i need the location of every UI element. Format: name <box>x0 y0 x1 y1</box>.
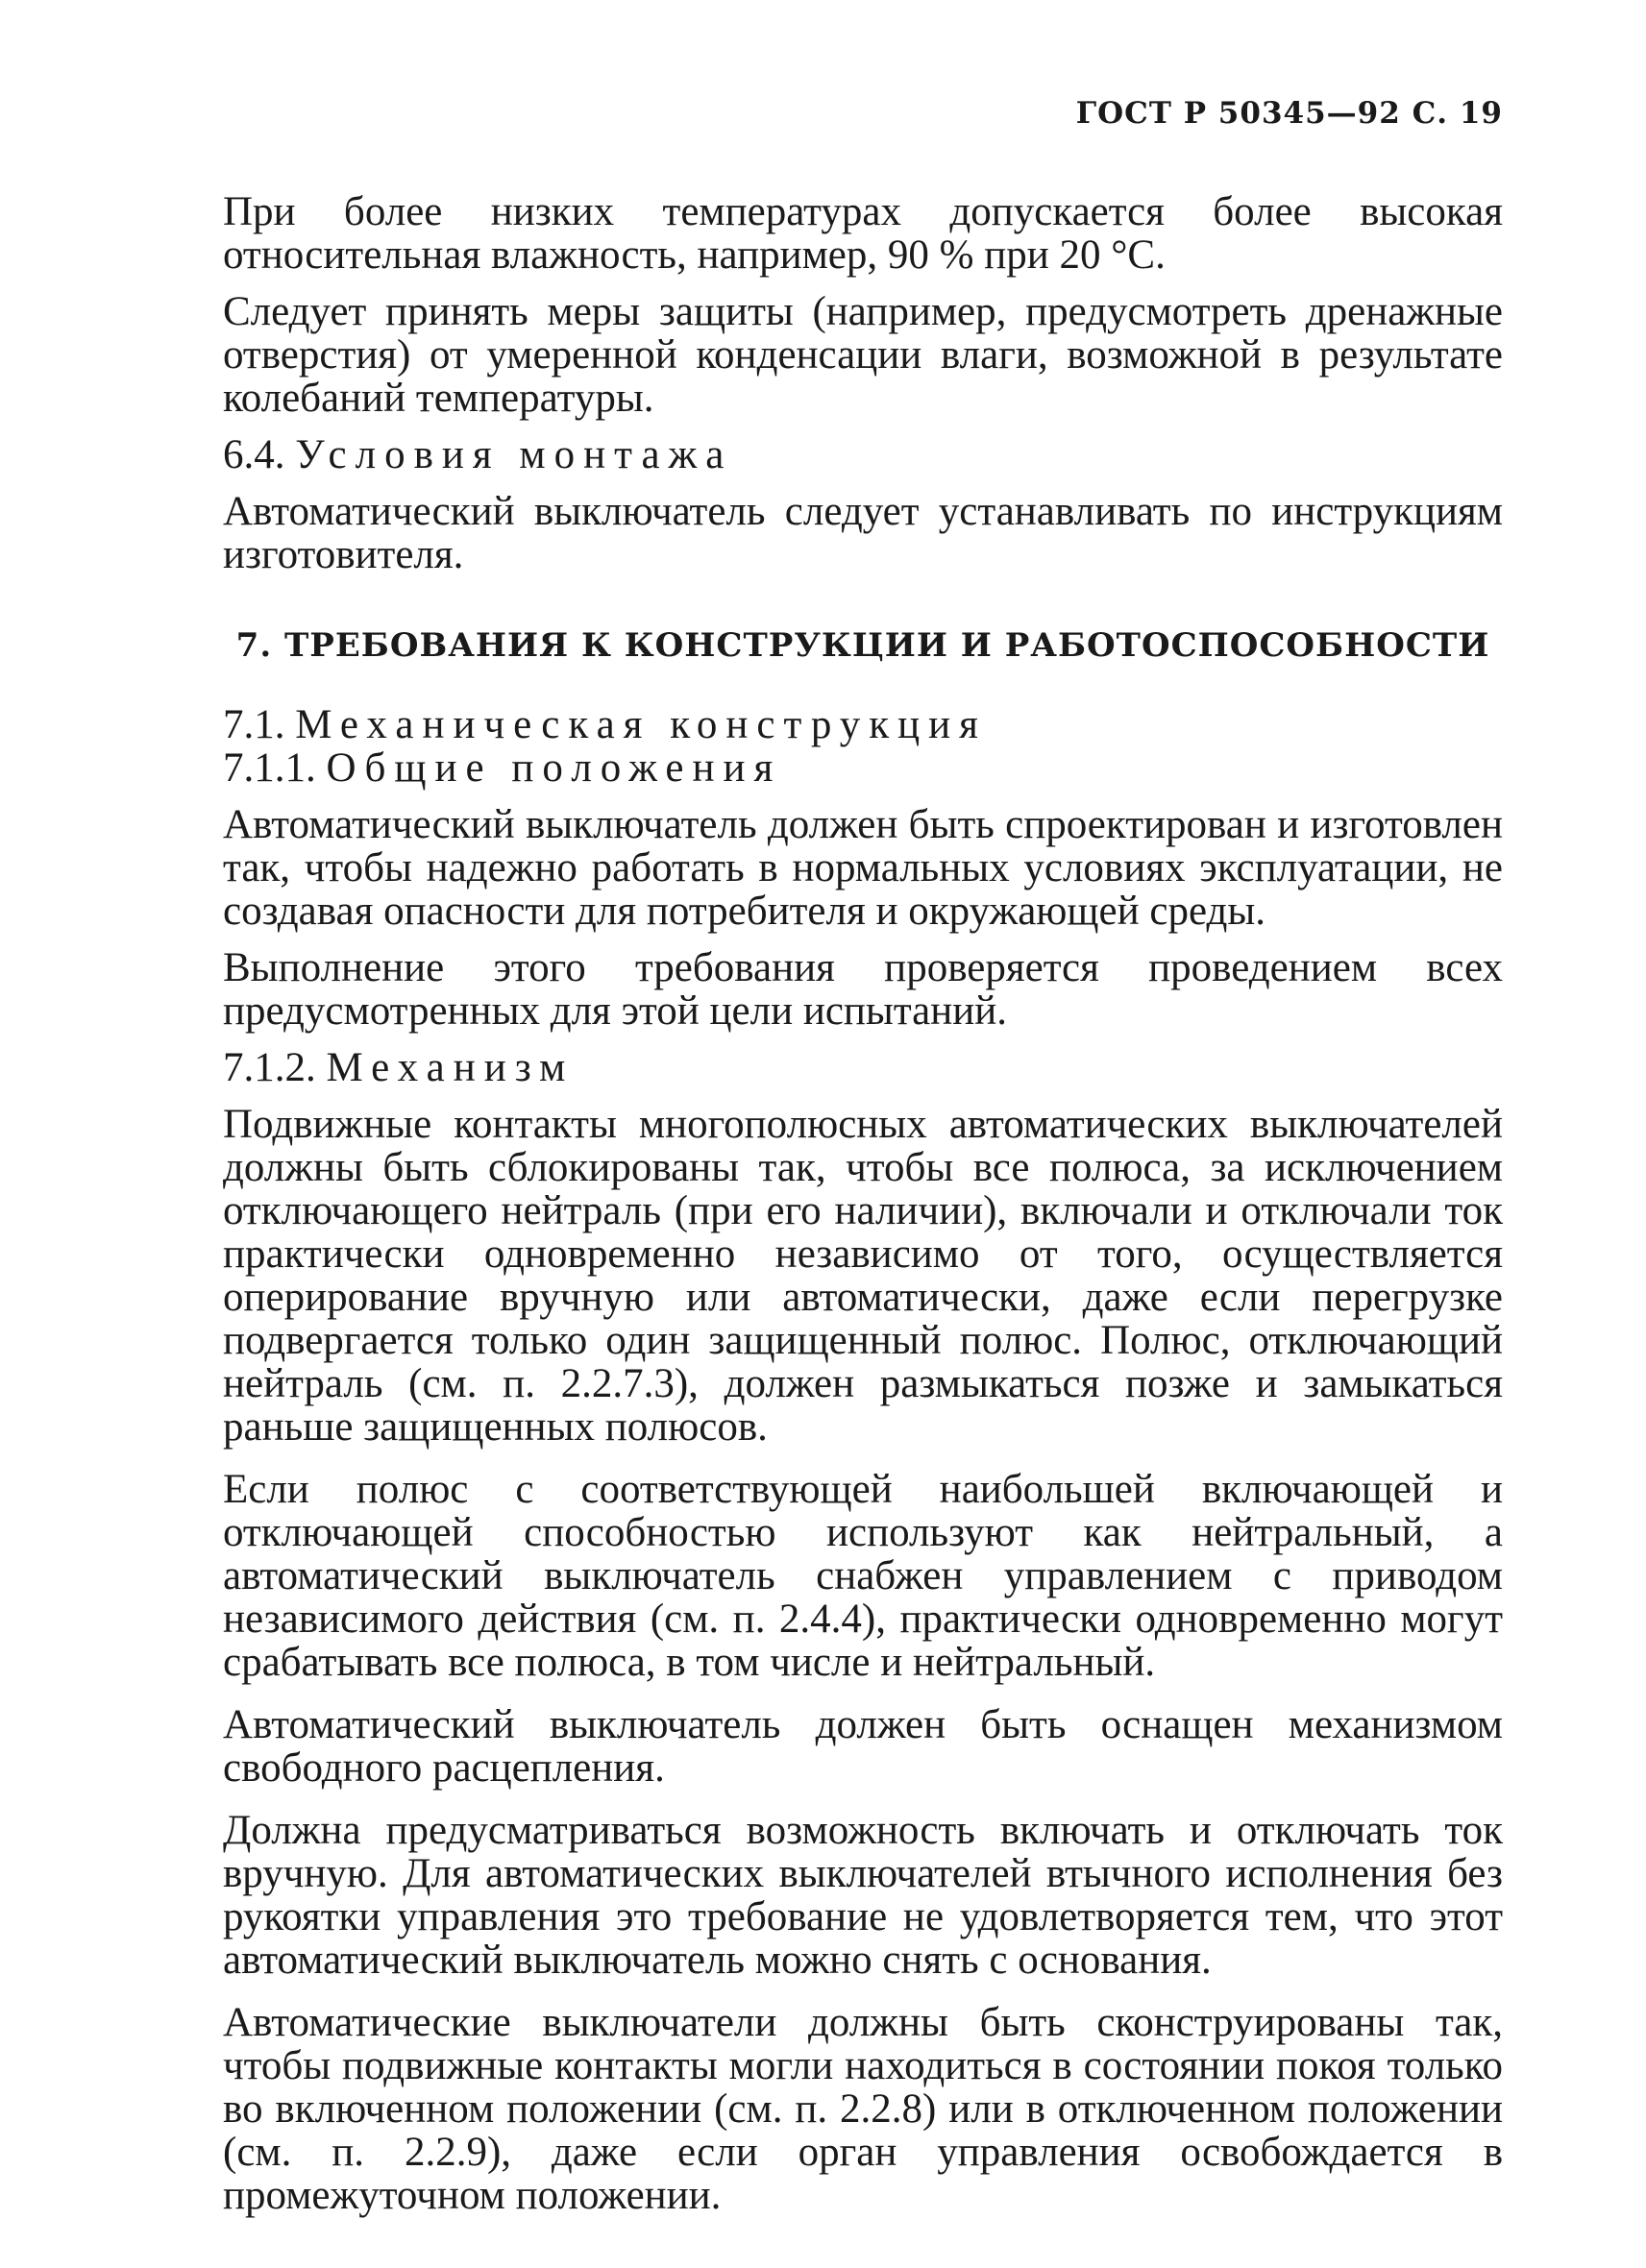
paragraph: Должна предусматриваться возможность включать и отключать ток вручную. Для автоматических выключателей втычного исполнения без рукоятки управления это требование не удовлетворяется тем, что этот автоматический выключатель можно снять с основания. <box>223 1808 1503 1983</box>
section-heading: 7. ТРЕБОВАНИЯ К КОНСТРУКЦИИ И РАБОТОСПОСОБНОСТИ <box>235 626 1490 665</box>
clause-title: Общие положения <box>326 745 782 791</box>
clause-title: Механическая конструкция <box>295 702 987 747</box>
paragraph: Если полюс с соответствующей наибольшей включающей и отключающей способностью используют как нейтральный, а автоматический выключатель снабжен управлением с приводом независимого действия (см. п. 2.4.4), практически одновременно могут срабатывать все полюса, в том числе и нейтральный. <box>223 1467 1503 1685</box>
paragraph: Подвижные контакты многополюсных автоматических выключателей должны быть сблокированы так, чтобы все полюса, за исключением отключающего нейтраль (при его наличии), включали и отключали ток практически одновременно независимо от того, осуществляется оперирование вручную или автоматически, даже если перегрузке подвергается только один защищенный полюс. Полюс, отключающий нейтраль (см. п. 2.2.7.3), должен размыкаться позже и замыкаться раньше защищенных полюсов. <box>223 1102 1503 1450</box>
clause-6-4-heading <box>223 433 1503 476</box>
paragraph: При более низких температурах допускается более высокая относительная влажность, например, 90 % при 20 °С. <box>223 189 1503 278</box>
paragraph: Автоматический выключатель должен быть оснащен механизмом свободного расцепления. <box>223 1702 1503 1791</box>
clause-number: 7.1.1. <box>223 745 316 791</box>
clause-7-1-1-heading <box>223 746 1503 790</box>
paragraph: Автоматические выключатели должны быть сконструированы так, чтобы подвижные контакты могли находиться в состоянии покоя только во включенном положении (см. п. 2.2.8) или в отключенном положении (см. п. 2.2.9), даже если орган управления освобождается в промежуточном положении. <box>223 2000 1503 2218</box>
running-header: ГОСТ Р 50345—92 С. 19 <box>1075 96 1503 131</box>
paragraph: Выполнение этого требования проверяется проведением всех предусмотренных для этой цели испытаний. <box>223 945 1503 1034</box>
clause-7-1-heading <box>223 703 1503 746</box>
paragraph: Следует принять меры защиты (например, предусмотреть дренажные отверстия) от умеренной конденсации влаги, возможной в результате колебаний температуры. <box>223 289 1503 421</box>
clause-7-1-2-heading <box>223 1046 1503 1089</box>
document-page <box>223 96 1503 2217</box>
clause-number: 7.1.2. <box>223 1045 316 1090</box>
paragraph: Автоматический выключатель следует устанавливать по инструкциям изготовителя. <box>223 489 1503 577</box>
clause-title: Условия монтажа <box>295 432 733 477</box>
clause-title: Механизм <box>326 1045 575 1090</box>
clause-number: 6.4. <box>223 432 285 477</box>
clause-number: 7.1. <box>223 702 285 747</box>
paragraph: Автоматический выключатель должен быть спроектирован и изготовлен так, чтобы надежно работать в нормальных условиях эксплуатации, не создавая опасности для потребителя и окружающей среды. <box>223 802 1503 934</box>
